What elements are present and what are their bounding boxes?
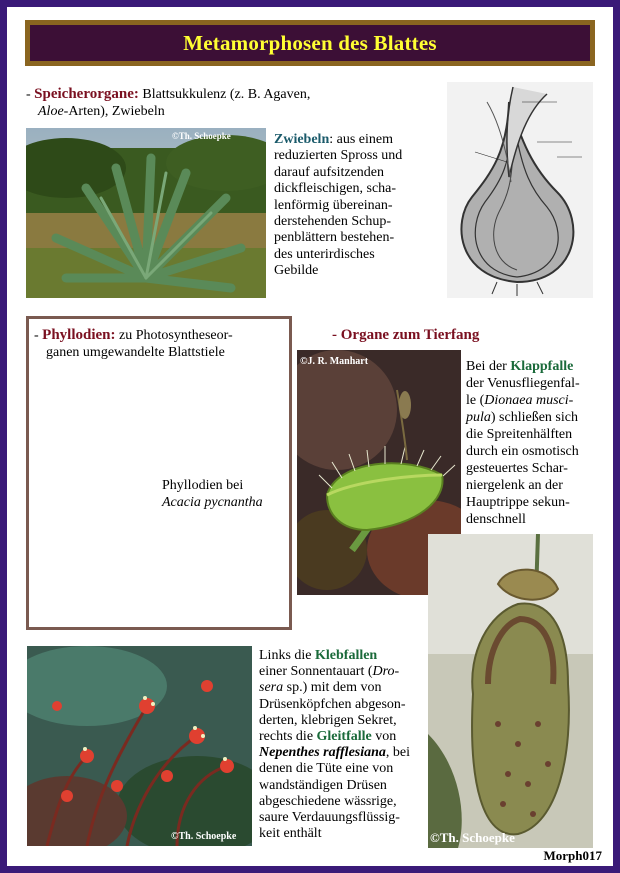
klappfalle-line: le (: [466, 393, 485, 408]
page-title: Metamorphosen des Blattes: [183, 30, 437, 55]
klebfalle-line: keit enthält: [259, 826, 322, 842]
drosera-credit: ©Th. Schoepke: [171, 831, 237, 842]
klebfalle-line: Drüsenköpfchen abgeson-: [259, 696, 406, 712]
klappfalle-line: durch ein osmotisch: [466, 444, 579, 459]
zwiebeln-line: penblättern bestehen-: [274, 230, 395, 246]
page-id: Morph017: [543, 848, 602, 863]
nepenthes-credit: ©Th. Schoepke: [430, 830, 515, 845]
klebfalle-line: , bei: [385, 745, 411, 761]
klebfalle-pre: Links die: [259, 648, 315, 663]
speicher-heading-block: [26, 86, 406, 120]
klebfalle-line: von: [371, 729, 397, 745]
phyllodien-caption: [162, 477, 282, 511]
zwiebeln-line: derstehenden Schup-: [274, 214, 392, 230]
klebfalle-text: [259, 648, 431, 842]
klappfalle-line: gesteuertes Schar-: [466, 461, 568, 476]
phyllodien-caption1: Phyllodien bei: [162, 478, 244, 493]
zwiebeln-line: : aus einem: [329, 132, 393, 147]
klappfalle-line: die Spreitenhälften: [466, 427, 573, 442]
zwiebeln-line: lenförmig übereinan-: [274, 197, 393, 213]
klebfalle-line: abgeschiedene wässrige,: [259, 793, 397, 809]
phyllodien-box: [26, 316, 292, 630]
klappfalle-pre: Bei der: [466, 359, 511, 374]
phyllodien-heading-block: [34, 327, 284, 361]
klebfalle-line: sera: [259, 680, 284, 696]
drosera-photo: [27, 646, 252, 846]
klebfalle-line: derten, klebrigen Sekret,: [259, 712, 397, 728]
zwiebeln-text: [274, 132, 444, 280]
klebfalle-keyword: Klebfallen: [315, 648, 378, 663]
klebfalle-line: einer Sonnentauart (: [259, 664, 373, 680]
phyllodien-caption2: Acacia pycnantha: [162, 495, 263, 510]
nepenthes-photo: [428, 534, 593, 848]
klappfalle-line: niergelenk an der: [466, 478, 563, 493]
speicher-text2: -Arten), Zwiebeln: [63, 104, 165, 119]
title-inner: [30, 25, 590, 61]
tierfang-heading: - Organe zum Tierfang: [332, 327, 480, 343]
zwiebeln-line: darauf aufsitzenden: [274, 164, 384, 180]
speicher-dash: -: [26, 87, 31, 102]
klebfalle-line: Nepenthes rafflesiana: [259, 745, 386, 761]
klebfalle-line: Dro-: [372, 664, 400, 680]
klappfalle-line: ) schließen sich: [490, 410, 578, 425]
klappfalle-line: denschnell: [466, 512, 526, 527]
zwiebeln-line: dickfleischigen, scha-: [274, 181, 397, 197]
phyllodien-heading: Phyllodien:: [42, 327, 116, 343]
zwiebeln-keyword: Zwiebeln: [274, 132, 330, 147]
dionaea-credit: ©J. R. Manhart: [300, 356, 369, 367]
speicher-text1: Blattsukkulenz (z. B. Agaven,: [138, 87, 311, 102]
phyllodien-text1: zu Photosyntheseor-: [115, 328, 233, 343]
klebfalle-line: denen die Tüte eine von: [259, 761, 394, 777]
klebfalle-line: sp.) mit dem von: [283, 680, 382, 696]
klappfalle-line: der Venusfliegenfal-: [466, 376, 580, 391]
aloe-credit: ©Th. Schoepke: [172, 131, 231, 141]
speicher-aloe: Aloe: [38, 104, 64, 119]
aloe-photo: [26, 128, 266, 298]
klappfalle-line: Hauptrippe sekun-: [466, 495, 570, 510]
klebfalle-line: wandständigen Drüsen: [259, 777, 387, 793]
klebfalle-line: rechts die: [259, 729, 317, 745]
klappfalle-keyword: Klappfalle: [510, 359, 574, 374]
klappfalle-text: [466, 358, 606, 528]
bulb-illustration: [447, 82, 593, 298]
klebfalle-line: saure Verdauungsflüssig-: [259, 810, 400, 826]
zwiebeln-line: des unterirdisches: [274, 246, 375, 262]
klappfalle-line: pula: [466, 410, 491, 425]
title-bar: [25, 20, 595, 66]
zwiebeln-line: reduzierten Spross und: [274, 148, 403, 164]
gleitfalle-keyword: Gleitfalle: [316, 729, 372, 745]
speicher-heading: Speicherorgane:: [34, 86, 139, 102]
zwiebeln-line: Gebilde: [274, 263, 319, 279]
klappfalle-line: Dionaea musci-: [484, 393, 574, 408]
phyllodien-dash: -: [34, 328, 39, 343]
phyllodien-text2: ganen umgewandelte Blattstiele: [46, 345, 225, 360]
